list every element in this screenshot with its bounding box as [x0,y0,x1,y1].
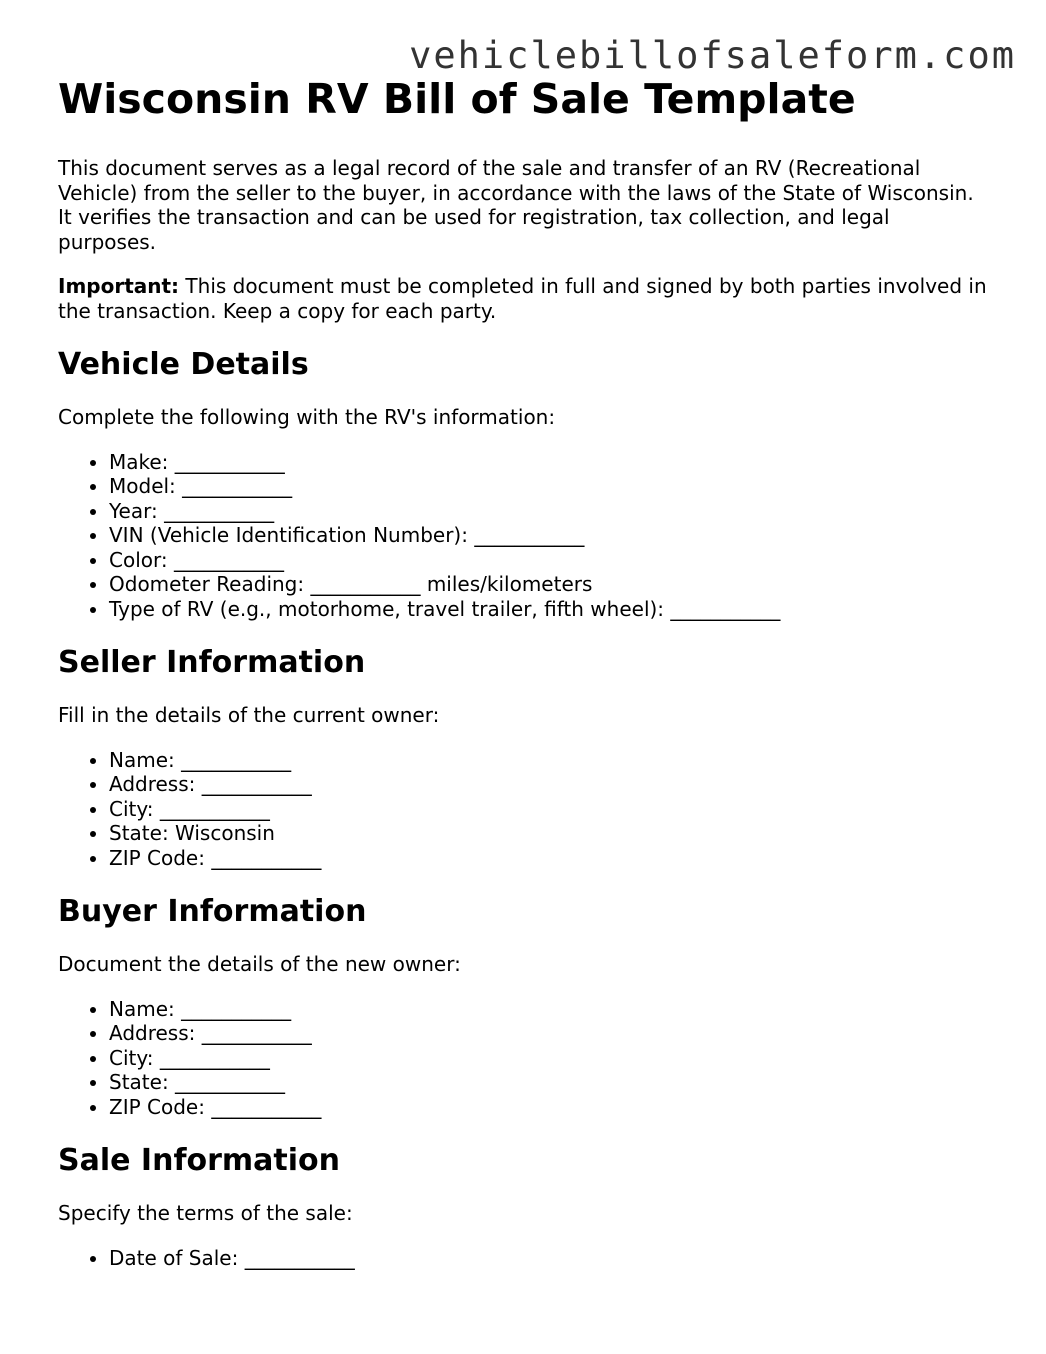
watermark: vehiclebillofsaleform.com [409,34,1016,77]
important-paragraph [58,274,988,323]
buyer-section [58,892,988,1119]
list-item: • Name: ___________ [109,748,988,773]
list-item: • Address: ___________ [109,1021,988,1046]
list-item: • VIN (Vehicle Identification Number): ___________ [109,523,988,548]
list-item: • State: ___________ [109,1070,988,1095]
list-item: • Type of RV (e.g., motorhome, travel trailer, fifth wheel): ___________ [109,597,988,622]
sale-section [58,1141,988,1270]
intro-paragraph: This document serves as a legal record of the sale and transfer of an RV (Recreational Vehicle) from the seller to the buyer, in accordance with the laws of the State of Wisconsin. It verifies the transaction and can be used for registration, tax collection, and legal purposes. [58,156,974,254]
vehicle-section [58,345,988,621]
list-item: • Name: ___________ [109,997,988,1022]
seller-list [58,748,988,871]
list-item: • City: ___________ [109,797,988,822]
list-item: • ZIP Code: ___________ [109,846,988,871]
page-title: Wisconsin RV Bill of Sale Template [58,75,856,123]
important-label: Important: [58,274,180,298]
list-item: • Model: ___________ [109,474,988,499]
seller-section [58,643,988,870]
important-text: This document must be completed in full and signed by both parties involved in the transaction. Keep a copy for each party. [58,274,987,323]
sale-heading: Sale Information [58,1143,340,1178]
buyer-heading: Buyer Information [58,894,367,929]
list-item: • Address: ___________ [109,772,988,797]
vehicle-instruction: Complete the following with the RV's information: [58,405,556,429]
list-item: • Color: ___________ [109,548,988,573]
list-item: • State: Wisconsin [109,821,988,846]
vehicle-list [58,450,988,622]
list-item: • ZIP Code: ___________ [109,1095,988,1120]
sale-list [58,1246,988,1271]
document-page [58,72,988,1290]
seller-instruction: Fill in the details of the current owner: [58,703,440,727]
list-item: • Date of Sale: ___________ [109,1246,988,1271]
list-item: • City: ___________ [109,1046,988,1071]
list-item: • Year: ___________ [109,499,988,524]
vehicle-heading: Vehicle Details [58,347,309,382]
seller-heading: Seller Information [58,645,366,680]
buyer-list [58,997,988,1120]
list-item: • Odometer Reading: ___________ miles/kilometers [109,572,988,597]
sale-instruction: Specify the terms of the sale: [58,1201,353,1225]
buyer-instruction: Document the details of the new owner: [58,952,461,976]
list-item: • Make: ___________ [109,450,988,475]
